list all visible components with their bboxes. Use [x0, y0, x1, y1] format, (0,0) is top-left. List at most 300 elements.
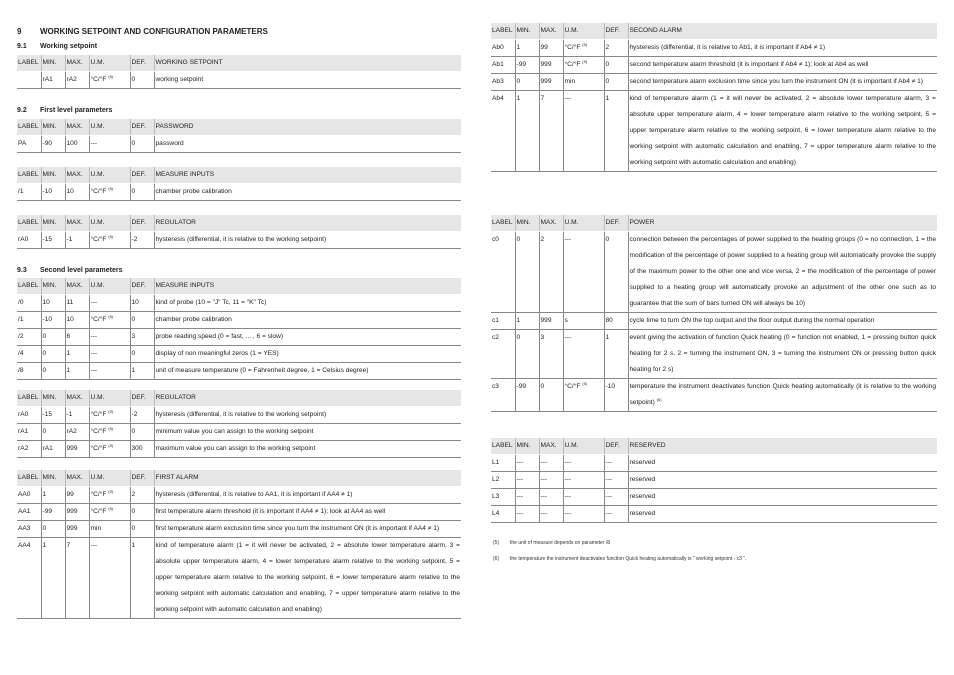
column-header-desc: REGULATOR	[154, 215, 461, 232]
section-number: 9.3	[17, 267, 27, 274]
table-row	[491, 489, 937, 506]
cell-desc-text: hysteresis (differential, it is relative to the working setpoint)	[155, 411, 327, 418]
column-header-um: U.M.	[89, 55, 130, 72]
cell-min	[515, 472, 539, 489]
cell-label	[17, 346, 41, 363]
cell-max	[65, 424, 89, 441]
column-header-def: DEF.	[130, 470, 154, 487]
cell-max-text: 100	[66, 140, 78, 147]
column-header-def: DEF.	[130, 278, 154, 295]
cell-def	[130, 487, 154, 504]
column-header-desc: MEASURE INPUTS	[154, 278, 461, 295]
cell-max-text: 2	[540, 236, 545, 243]
cell-def-text: 1	[605, 95, 610, 102]
cell-label	[17, 232, 41, 249]
table-row	[491, 40, 937, 57]
column-header-label: LABEL	[17, 470, 41, 487]
footnote-ref: (5)	[582, 58, 588, 64]
cell-um	[563, 379, 604, 412]
cell-def-text: 0	[131, 525, 136, 532]
cell-min	[41, 424, 65, 441]
cell-min	[41, 346, 65, 363]
cell-min	[41, 232, 65, 249]
cell-um	[563, 330, 604, 379]
cell-def-text: 0	[605, 236, 610, 243]
cell-min	[515, 379, 539, 412]
table-row	[17, 521, 461, 538]
cell-def	[604, 57, 628, 74]
cell-label-text: /1	[18, 316, 24, 323]
cell-label-text: /8	[18, 367, 24, 374]
column-header-def: DEF.	[130, 215, 154, 232]
cell-um	[563, 91, 604, 172]
cell-max-text: 1	[66, 350, 71, 357]
second-alarm-table	[491, 23, 937, 172]
section-number: 9	[17, 27, 22, 36]
cell-max	[539, 57, 563, 74]
table-row	[17, 329, 461, 346]
column-header-um: U.M.	[89, 167, 130, 184]
cell-desc-text: cycle time to turn ON the top output and the floor output during the normal operation	[629, 317, 875, 324]
cell-def-text: -2	[131, 411, 138, 418]
table-row	[17, 136, 461, 153]
cell-min	[41, 295, 65, 312]
cell-min-text: 0	[516, 334, 521, 341]
cell-um-text: °C/°F	[90, 508, 107, 515]
cell-desc	[154, 363, 461, 380]
footnote-6	[493, 556, 746, 562]
footnote-ref: (5)	[108, 408, 114, 414]
cell-max-text: 7	[540, 95, 545, 102]
column-header-def: DEF.	[604, 438, 628, 455]
cell-label	[17, 521, 41, 538]
cell-def	[130, 521, 154, 538]
column-header-max: MAX.	[539, 23, 563, 40]
cell-um	[563, 506, 604, 523]
cell-def	[130, 136, 154, 153]
cell-min	[41, 136, 65, 153]
password-table	[17, 119, 461, 153]
column-header-desc: MEASURE INPUTS	[154, 167, 461, 184]
table-row	[491, 232, 937, 313]
cell-label	[17, 407, 41, 424]
footnote-ref: (5)	[108, 505, 114, 511]
cell-min-text: ---	[516, 510, 524, 517]
cell-min-text: rA1	[42, 445, 53, 452]
cell-um-text: ---	[90, 367, 98, 374]
cell-label	[17, 136, 41, 153]
cell-desc	[154, 521, 461, 538]
cell-min	[515, 40, 539, 57]
cell-desc-text: probe reading speed (0 = fast, ... , 6 = slow)	[155, 333, 284, 340]
table-row	[17, 538, 461, 619]
section-9-1-heading	[17, 43, 97, 50]
cell-um-text: ---	[564, 510, 572, 517]
column-header-um: U.M.	[89, 278, 130, 295]
cell-min	[515, 330, 539, 379]
cell-def	[604, 313, 628, 330]
table-row	[17, 184, 461, 201]
cell-def	[130, 363, 154, 380]
cell-label-text: /2	[18, 333, 24, 340]
measure-inputs-table-level2	[17, 278, 461, 380]
cell-label	[17, 312, 41, 329]
cell-desc	[154, 407, 461, 424]
cell-um-text: ---	[90, 333, 98, 340]
cell-max-text: 1	[66, 367, 71, 374]
cell-min	[41, 521, 65, 538]
cell-def-text: ---	[605, 459, 613, 466]
cell-label	[491, 40, 515, 57]
cell-desc-text: kind of temperature alarm (1 = it will never be activated, 2 = absolute lower temperature alarm, 3 = absolute upper temperature alarm, 4 = lower temperature alarm relative to the working setpoint, 5 = upper temperature alarm relative to the working setpoint, 6 = lower temperature alarm relative to the working setpoint with automatic calculation and enabling, 7 = upper temperature alarm relative to the working setpoint with automatic calculation and enabling)	[629, 95, 936, 166]
cell-def-text: 0	[131, 316, 136, 323]
column-header-desc: WORKING SETPOINT	[154, 55, 461, 72]
cell-min-text: -99	[516, 383, 527, 390]
cell-def	[130, 312, 154, 329]
column-header-min: MIN.	[515, 215, 539, 232]
cell-label	[17, 329, 41, 346]
table-header-row	[491, 23, 937, 40]
table-row	[17, 232, 461, 249]
cell-desc-text: kind of temperature alarm (1 = it will never be activated, 2 = absolute lower temperature alarm, 3 = absolute upper temperature alarm, 4 = lower temperature alarm relative to the working setpoint, 5 = upper temperature alarm relative to the working setpoint, 6 = lower temperature alarm relative to the working setpoint with automatic calculation and enabling, 7 = upper temperature alarm relative to the working setpoint with automatic calculation and enabling)	[155, 542, 460, 613]
cell-um	[89, 295, 130, 312]
footnote-ref: (5)	[108, 233, 114, 239]
cell-um	[89, 487, 130, 504]
cell-max-text: ---	[540, 510, 548, 517]
table-row	[491, 57, 937, 74]
cell-label-text: AA4	[18, 542, 31, 549]
cell-desc-text: second temperature alarm threshold (it is important if Ab4 ≠ 1); look at Ab4 as well	[629, 61, 869, 68]
column-header-max: MAX.	[539, 438, 563, 455]
cell-desc-text: reserved	[629, 459, 656, 466]
cell-def-text: ---	[605, 510, 613, 517]
cell-label	[17, 424, 41, 441]
table-header-row	[17, 278, 461, 295]
cell-desc-text: reserved	[629, 476, 656, 483]
table-header-row	[491, 215, 937, 232]
cell-desc-text: first temperature alarm threshold (it is important if AA4 ≠ 1); look at AA4 as well	[155, 508, 386, 515]
cell-label	[17, 538, 41, 619]
cell-max	[65, 538, 89, 619]
cell-desc	[628, 506, 937, 523]
cell-um-text: min	[564, 78, 576, 85]
footnote-ref: (6)	[656, 396, 662, 402]
cell-min-text: 1	[516, 95, 521, 102]
cell-um-text: °C/°F	[564, 383, 581, 390]
cell-def-text: 0	[131, 140, 136, 147]
cell-label-text: /1	[18, 188, 24, 195]
cell-max	[65, 441, 89, 458]
cell-max-text: 99	[66, 491, 74, 498]
cell-max-text: ---	[540, 459, 548, 466]
cell-min	[41, 312, 65, 329]
section-title: First level parameters	[40, 107, 113, 114]
cell-max-text: rA2	[66, 76, 77, 83]
section-title: Second level parameters	[40, 267, 123, 274]
cell-um-text: ---	[564, 95, 572, 102]
working-setpoint-table	[17, 55, 461, 89]
footnote-number: (5)	[493, 540, 500, 546]
cell-max-text: 99	[540, 44, 548, 51]
cell-label	[17, 295, 41, 312]
footnote-ref: (5)	[582, 380, 588, 386]
section-9-heading	[17, 27, 268, 36]
cell-def-text: 300	[131, 445, 143, 452]
column-header-min: MIN.	[41, 215, 65, 232]
cell-desc	[154, 232, 461, 249]
cell-um-text: ---	[90, 542, 98, 549]
column-header-um: U.M.	[563, 438, 604, 455]
cell-label	[491, 455, 515, 472]
footnote-number: (6)	[493, 556, 500, 562]
table-row	[17, 72, 461, 89]
cell-desc	[628, 232, 937, 313]
cell-max	[65, 487, 89, 504]
cell-max	[539, 40, 563, 57]
column-header-um: U.M.	[89, 390, 130, 407]
cell-um	[89, 538, 130, 619]
cell-max	[65, 136, 89, 153]
cell-um	[563, 472, 604, 489]
column-header-max: MAX.	[539, 215, 563, 232]
cell-def-text: ---	[605, 493, 613, 500]
cell-min-text: 0	[42, 333, 47, 340]
table-row	[17, 441, 461, 458]
cell-um	[89, 72, 130, 89]
cell-label	[491, 330, 515, 379]
cell-label	[491, 489, 515, 506]
cell-min-text: -15	[42, 236, 53, 243]
cell-desc-text: working setpoint	[155, 76, 204, 83]
cell-um-text: °C/°F	[90, 76, 107, 83]
cell-label-text: rA0	[18, 411, 29, 418]
cell-desc	[154, 329, 461, 346]
cell-max-text: 6	[66, 333, 71, 340]
cell-desc-text: kind of probe (10 = "J" Tc, 11 = "K" Tc)	[155, 299, 267, 306]
cell-max	[539, 91, 563, 172]
cell-def-text: 0	[131, 350, 136, 357]
cell-min	[515, 74, 539, 91]
cell-min	[515, 455, 539, 472]
column-header-desc: PASSWORD	[154, 119, 461, 136]
cell-def	[604, 379, 628, 412]
cell-desc	[154, 295, 461, 312]
cell-label-text: AA3	[18, 525, 31, 532]
table-row	[491, 74, 937, 91]
section-9-3-heading	[17, 267, 123, 274]
cell-min	[41, 363, 65, 380]
measure-inputs-table-level1	[17, 167, 461, 201]
column-header-min: MIN.	[41, 167, 65, 184]
column-header-max: MAX.	[65, 278, 89, 295]
column-header-label: LABEL	[491, 23, 515, 40]
cell-desc	[628, 489, 937, 506]
cell-label	[491, 313, 515, 330]
cell-min	[515, 313, 539, 330]
column-header-um: U.M.	[89, 215, 130, 232]
cell-label	[491, 57, 515, 74]
column-header-def: DEF.	[130, 119, 154, 136]
cell-label-text: rA0	[18, 236, 29, 243]
column-header-min: MIN.	[515, 438, 539, 455]
cell-def	[130, 424, 154, 441]
cell-min	[41, 441, 65, 458]
cell-label-text: c0	[492, 236, 499, 243]
cell-min-text: 0	[516, 236, 521, 243]
column-header-min: MIN.	[41, 278, 65, 295]
footnote-5	[493, 540, 610, 546]
cell-desc	[628, 74, 937, 91]
cell-um-text: °C/°F	[90, 491, 107, 498]
cell-um	[89, 329, 130, 346]
cell-um	[563, 313, 604, 330]
cell-um	[563, 57, 604, 74]
cell-def	[130, 407, 154, 424]
cell-min-text: -10	[42, 316, 53, 323]
cell-label-text: c2	[492, 334, 499, 341]
regulator-table-level2	[17, 390, 461, 458]
cell-def	[130, 538, 154, 619]
cell-label-text: AA0	[18, 491, 31, 498]
cell-max	[65, 521, 89, 538]
cell-def-text: 10	[131, 299, 139, 306]
cell-um	[89, 232, 130, 249]
table-header-row	[17, 167, 461, 184]
cell-def-text: ---	[605, 476, 613, 483]
table-row	[491, 330, 937, 379]
column-header-desc: RESERVED	[628, 438, 937, 455]
cell-um	[563, 40, 604, 57]
cell-min	[41, 184, 65, 201]
cell-min	[41, 487, 65, 504]
cell-um	[89, 424, 130, 441]
cell-min-text: -15	[42, 411, 53, 418]
cell-max	[539, 313, 563, 330]
table-row	[491, 313, 937, 330]
cell-um	[563, 232, 604, 313]
footnote-ref: (5)	[108, 313, 114, 319]
table-row	[17, 312, 461, 329]
footnote-ref: (5)	[582, 41, 588, 47]
cell-min-text: -90	[42, 140, 53, 147]
cell-desc	[628, 472, 937, 489]
cell-um	[89, 441, 130, 458]
table-row	[17, 407, 461, 424]
cell-max	[65, 232, 89, 249]
cell-label-text: c1	[492, 317, 499, 324]
cell-def	[604, 506, 628, 523]
cell-label-text: c3	[492, 383, 499, 390]
cell-um-text: ---	[90, 299, 98, 306]
cell-min-text: ---	[516, 476, 524, 483]
cell-def-text: 0	[131, 188, 136, 195]
cell-max	[65, 312, 89, 329]
cell-um	[89, 407, 130, 424]
cell-desc	[154, 72, 461, 89]
cell-desc	[154, 346, 461, 363]
cell-um-text: ---	[564, 493, 572, 500]
cell-um-text: °C/°F	[90, 411, 107, 418]
column-header-min: MIN.	[41, 470, 65, 487]
cell-def	[604, 74, 628, 91]
cell-desc-text: first temperature alarm exclusion time since you turn the instrument ON (it is important if AA4 ≠ 1)	[155, 525, 440, 532]
cell-um-text: °C/°F	[90, 188, 107, 195]
cell-def-text: -2	[131, 236, 138, 243]
cell-def-text: 0	[605, 78, 610, 85]
cell-desc-text: chamber probe calibration	[155, 316, 232, 323]
section-number: 9.2	[17, 107, 27, 114]
cell-max	[65, 407, 89, 424]
cell-min	[41, 407, 65, 424]
table-header-row	[17, 55, 461, 72]
cell-um-text: ---	[564, 476, 572, 483]
table-row	[491, 455, 937, 472]
table-row	[491, 379, 937, 412]
cell-label	[17, 72, 41, 89]
cell-desc	[154, 538, 461, 619]
table-row	[17, 504, 461, 521]
cell-max	[539, 489, 563, 506]
cell-desc-text: reserved	[629, 510, 656, 517]
cell-label-text: Ab4	[492, 95, 504, 102]
cell-max-text: 7	[66, 542, 71, 549]
cell-label-text: /0	[18, 299, 24, 306]
cell-desc-text: temperature the instrument deactivates function Quick heating automatically (it is relative to the working setpoint)	[629, 383, 936, 406]
cell-max-text: 999	[66, 525, 78, 532]
cell-max-text: 3	[540, 334, 545, 341]
cell-label-text: AA1	[18, 508, 31, 515]
cell-max-text: 999	[66, 445, 78, 452]
column-header-def: DEF.	[130, 390, 154, 407]
cell-min-text: 0	[42, 367, 47, 374]
cell-def	[604, 40, 628, 57]
cell-min	[515, 91, 539, 172]
cell-desc	[154, 441, 461, 458]
column-header-min: MIN.	[515, 23, 539, 40]
column-header-max: MAX.	[65, 55, 89, 72]
cell-min-text: -99	[516, 61, 527, 68]
cell-um-text: ---	[90, 350, 98, 357]
cell-label-text: rA2	[18, 445, 29, 452]
first-alarm-table	[17, 470, 461, 619]
cell-label	[17, 441, 41, 458]
section-number: 9.1	[17, 43, 27, 50]
cell-def-text: 2	[131, 491, 136, 498]
footnote-text: the unit of measure depends on parameter /8	[510, 540, 611, 546]
cell-def	[604, 232, 628, 313]
column-header-def: DEF.	[130, 167, 154, 184]
cell-def	[130, 184, 154, 201]
cell-um-text: ---	[90, 140, 98, 147]
cell-desc	[154, 424, 461, 441]
cell-desc	[628, 313, 937, 330]
cell-um-text: °C/°F	[90, 236, 107, 243]
cell-desc	[154, 504, 461, 521]
table-row	[17, 363, 461, 380]
table-row	[491, 472, 937, 489]
cell-min-text: 10	[42, 299, 50, 306]
cell-def	[604, 91, 628, 172]
cell-max	[539, 506, 563, 523]
cell-min	[41, 72, 65, 89]
column-header-def: DEF.	[604, 215, 628, 232]
cell-def	[130, 346, 154, 363]
cell-def-text: 1	[605, 334, 610, 341]
cell-um	[89, 363, 130, 380]
cell-max-text: ---	[540, 476, 548, 483]
column-header-desc: SECOND ALARM	[628, 23, 937, 40]
cell-label	[491, 506, 515, 523]
